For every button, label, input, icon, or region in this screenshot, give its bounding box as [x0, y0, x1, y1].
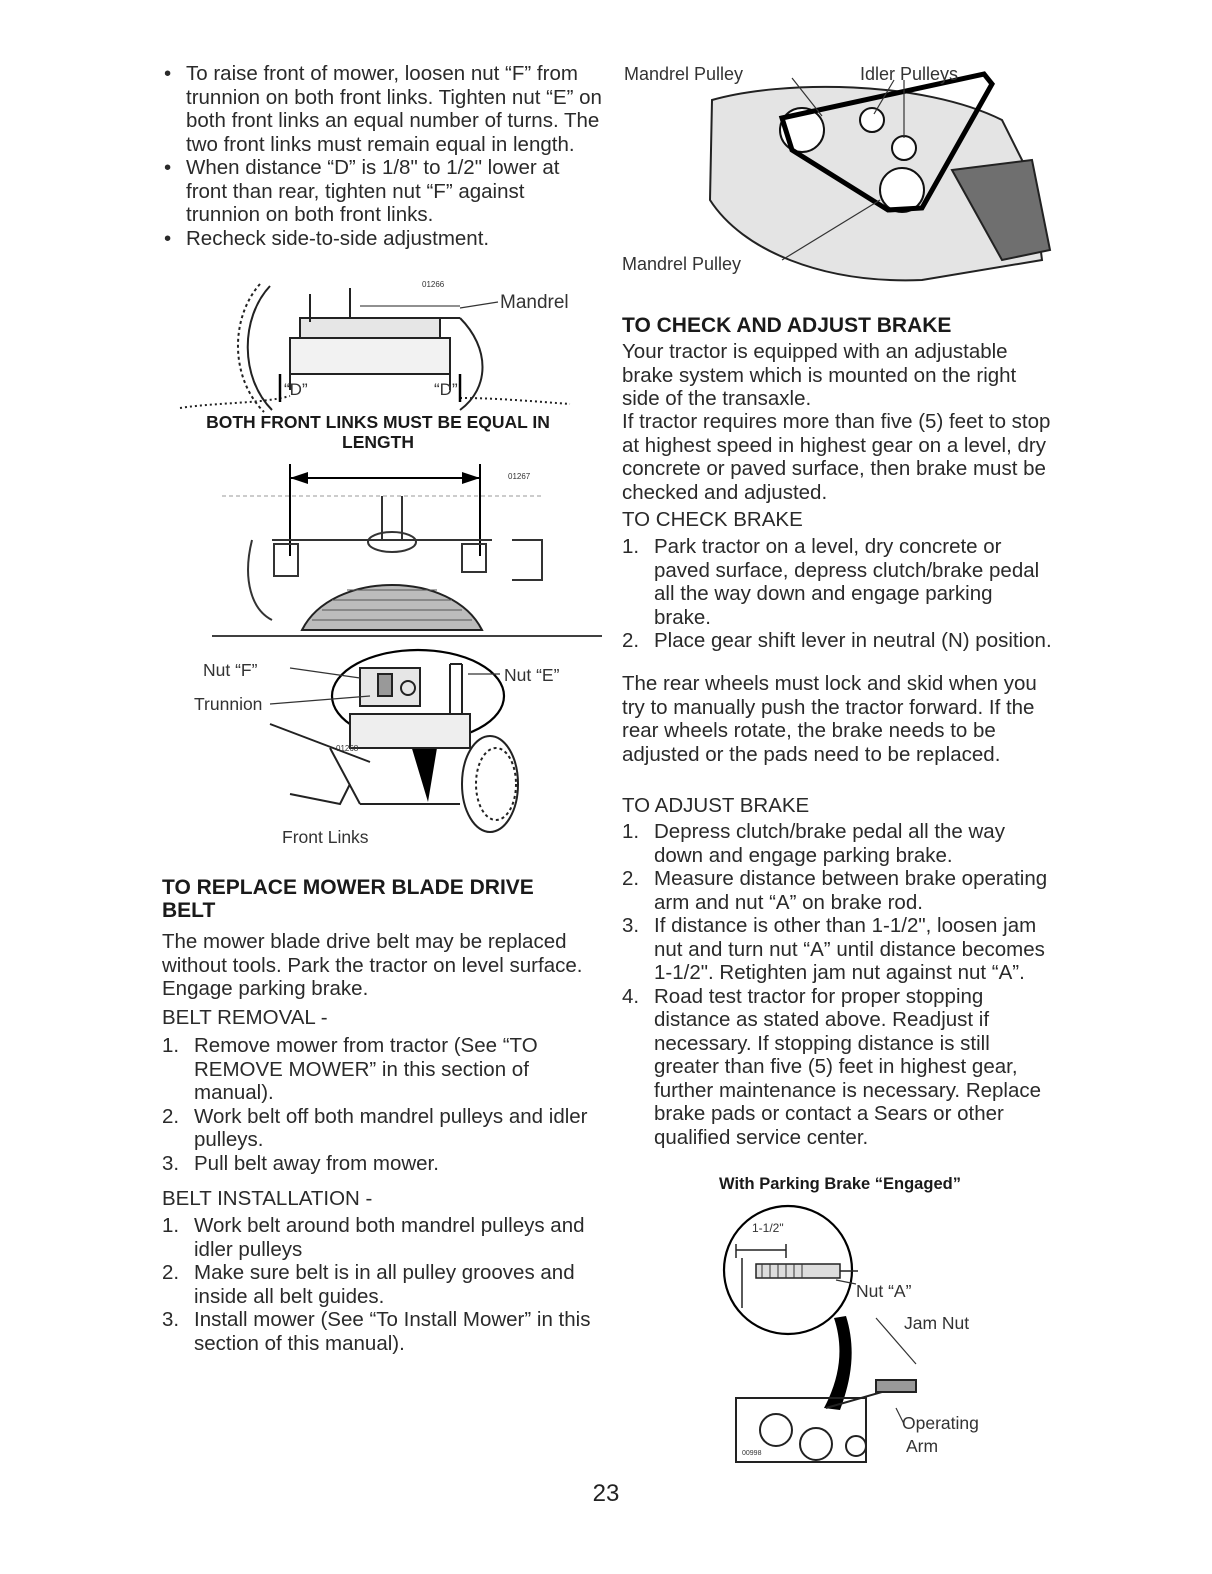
bullet-raise-front: • To raise front of mower, loosen nut “F” from trunnion on both front links. Tighten nut “E” on both front links an equal number of turns. The two front links must remain equal in length. [162, 62, 602, 156]
removal-step: 1. Remove mower from tractor (See “TO REMOVE MOWER” in this section of manual). [162, 1034, 538, 1104]
removal-step: 3. Pull belt away from mower. [162, 1151, 439, 1175]
check-step: 2. Place gear shift lever in neutral (N) position. [622, 629, 1052, 652]
label-d-left: “D” [284, 380, 308, 399]
label-dimension: 1-1/2" [752, 1221, 784, 1235]
belt-installation-title: BELT INSTALLATION - [162, 1187, 373, 1210]
detail-pointer [410, 742, 438, 802]
label-nut-e: Nut “E” [504, 665, 560, 685]
bullet-distance-d: • When distance “D” is 1/8" to 1/2" lower at front than rear, tighten nut “F” against trunnion on both front links. [162, 156, 602, 227]
caption-links-equal: BOTH FRONT LINKS MUST BE EQUAL IN LENGTH [206, 412, 550, 452]
heading-replace-belt: TO REPLACE MOWER BLADE DRIVE BELT [162, 876, 534, 922]
label-operating: Operating [902, 1413, 979, 1433]
removal-step: 2. Work belt off both mandrel pulleys and idler pulleys. [162, 1104, 588, 1151]
install-step: 2. Make sure belt is in all pulley grooves and inside all belt guides. [162, 1261, 575, 1308]
figure-code: 01267 [508, 472, 531, 481]
belt-installation-steps [162, 1214, 594, 1355]
figure-code: 00998 [742, 1450, 762, 1457]
adjustment-bullets [162, 62, 602, 250]
belt-removal-steps [162, 1034, 594, 1175]
caption-brake-engaged: With Parking Brake “Engaged” [719, 1175, 961, 1193]
check-brake-steps [622, 535, 1054, 653]
belt-removal-title: BELT REMOVAL - [162, 1006, 328, 1029]
check-brake-title: TO CHECK BRAKE [622, 508, 803, 531]
front-links-illustration [212, 460, 602, 640]
belt-intro: The mower blade drive belt may be replaced without tools. Park the tractor on level surface. Engage parking brake. [162, 930, 583, 1000]
page-number: 23 [592, 1480, 620, 1507]
check-brake-note: The rear wheels must lock and skid when you try to manually push the tractor forward. If the rear wheels rotate, the brake needs to be adjusted or the pads need to be replaced. [622, 672, 1037, 766]
label-mandrel-pulley-bottom: Mandrel Pulley [622, 254, 742, 274]
adjust-brake-title: TO ADJUST BRAKE [622, 794, 810, 817]
adjust-brake-steps [622, 820, 1054, 1149]
install-step: 3. Install mower (See “To Install Mower” in this section of this manual). [162, 1308, 591, 1355]
label-d-right: “D” [434, 380, 458, 399]
brake-pointer [824, 1316, 852, 1410]
label-idler-pulleys: Idler Pulleys [860, 64, 959, 84]
brake-intro-2: If tractor requires more than five (5) feet to stop at highest speed in highest gear on a level, dry concrete or paved surface, then brake must be checked and adjusted. [622, 410, 1051, 504]
label-trunnion: Trunnion [194, 694, 263, 714]
adjust-step: 1. Depress clutch/brake pedal all the way down and engage parking brake. [622, 820, 1005, 867]
label-mandrel: Mandrel [500, 292, 569, 313]
adjust-step: 3. If distance is other than 1-1/2", loosen jam nut and turn nut “A” until distance becomes 1-1/2". Retighten jam nut against nut “A”. [622, 914, 1045, 984]
label-mandrel-pulley-top: Mandrel Pulley [624, 64, 744, 84]
adjust-step: 2. Measure distance between brake operating arm and nut “A” on brake rod. [622, 867, 1048, 914]
label-front-links: Front Links [282, 827, 369, 847]
label-nut-f: Nut “F” [203, 660, 258, 680]
figure-code: 01268 [336, 744, 359, 753]
mandrel-leader-line [460, 302, 498, 308]
adjust-step: 4. Road test tractor for proper stopping distance as stated above. Readjust if necessary. If stopping distance is still greater than five (5) feet in highest gear, further maintenance is necessary. Replace brake pads or contact a Sears or other qualified service center. [622, 984, 1042, 1149]
figure-code: 01266 [422, 280, 445, 289]
label-nut-a: Nut “A” [856, 1281, 912, 1301]
install-step: 1. Work belt around both mandrel pulleys and idler pulleys [162, 1214, 585, 1261]
label-arm: Arm [906, 1436, 939, 1456]
label-jam-nut: Jam Nut [904, 1313, 970, 1333]
brake-intro-1: Your tractor is equipped with an adjustable brake system which is mounted on the right side of the transaxle. [622, 340, 1017, 410]
check-step: 1. Park tractor on a level, dry concrete or paved surface, depress clutch/brake pedal all the way down and engage parking brake. [622, 535, 1040, 629]
bullet-recheck: • Recheck side-to-side adjustment. [162, 227, 602, 251]
heading-check-adjust-brake: TO CHECK AND ADJUST BRAKE [622, 314, 952, 337]
